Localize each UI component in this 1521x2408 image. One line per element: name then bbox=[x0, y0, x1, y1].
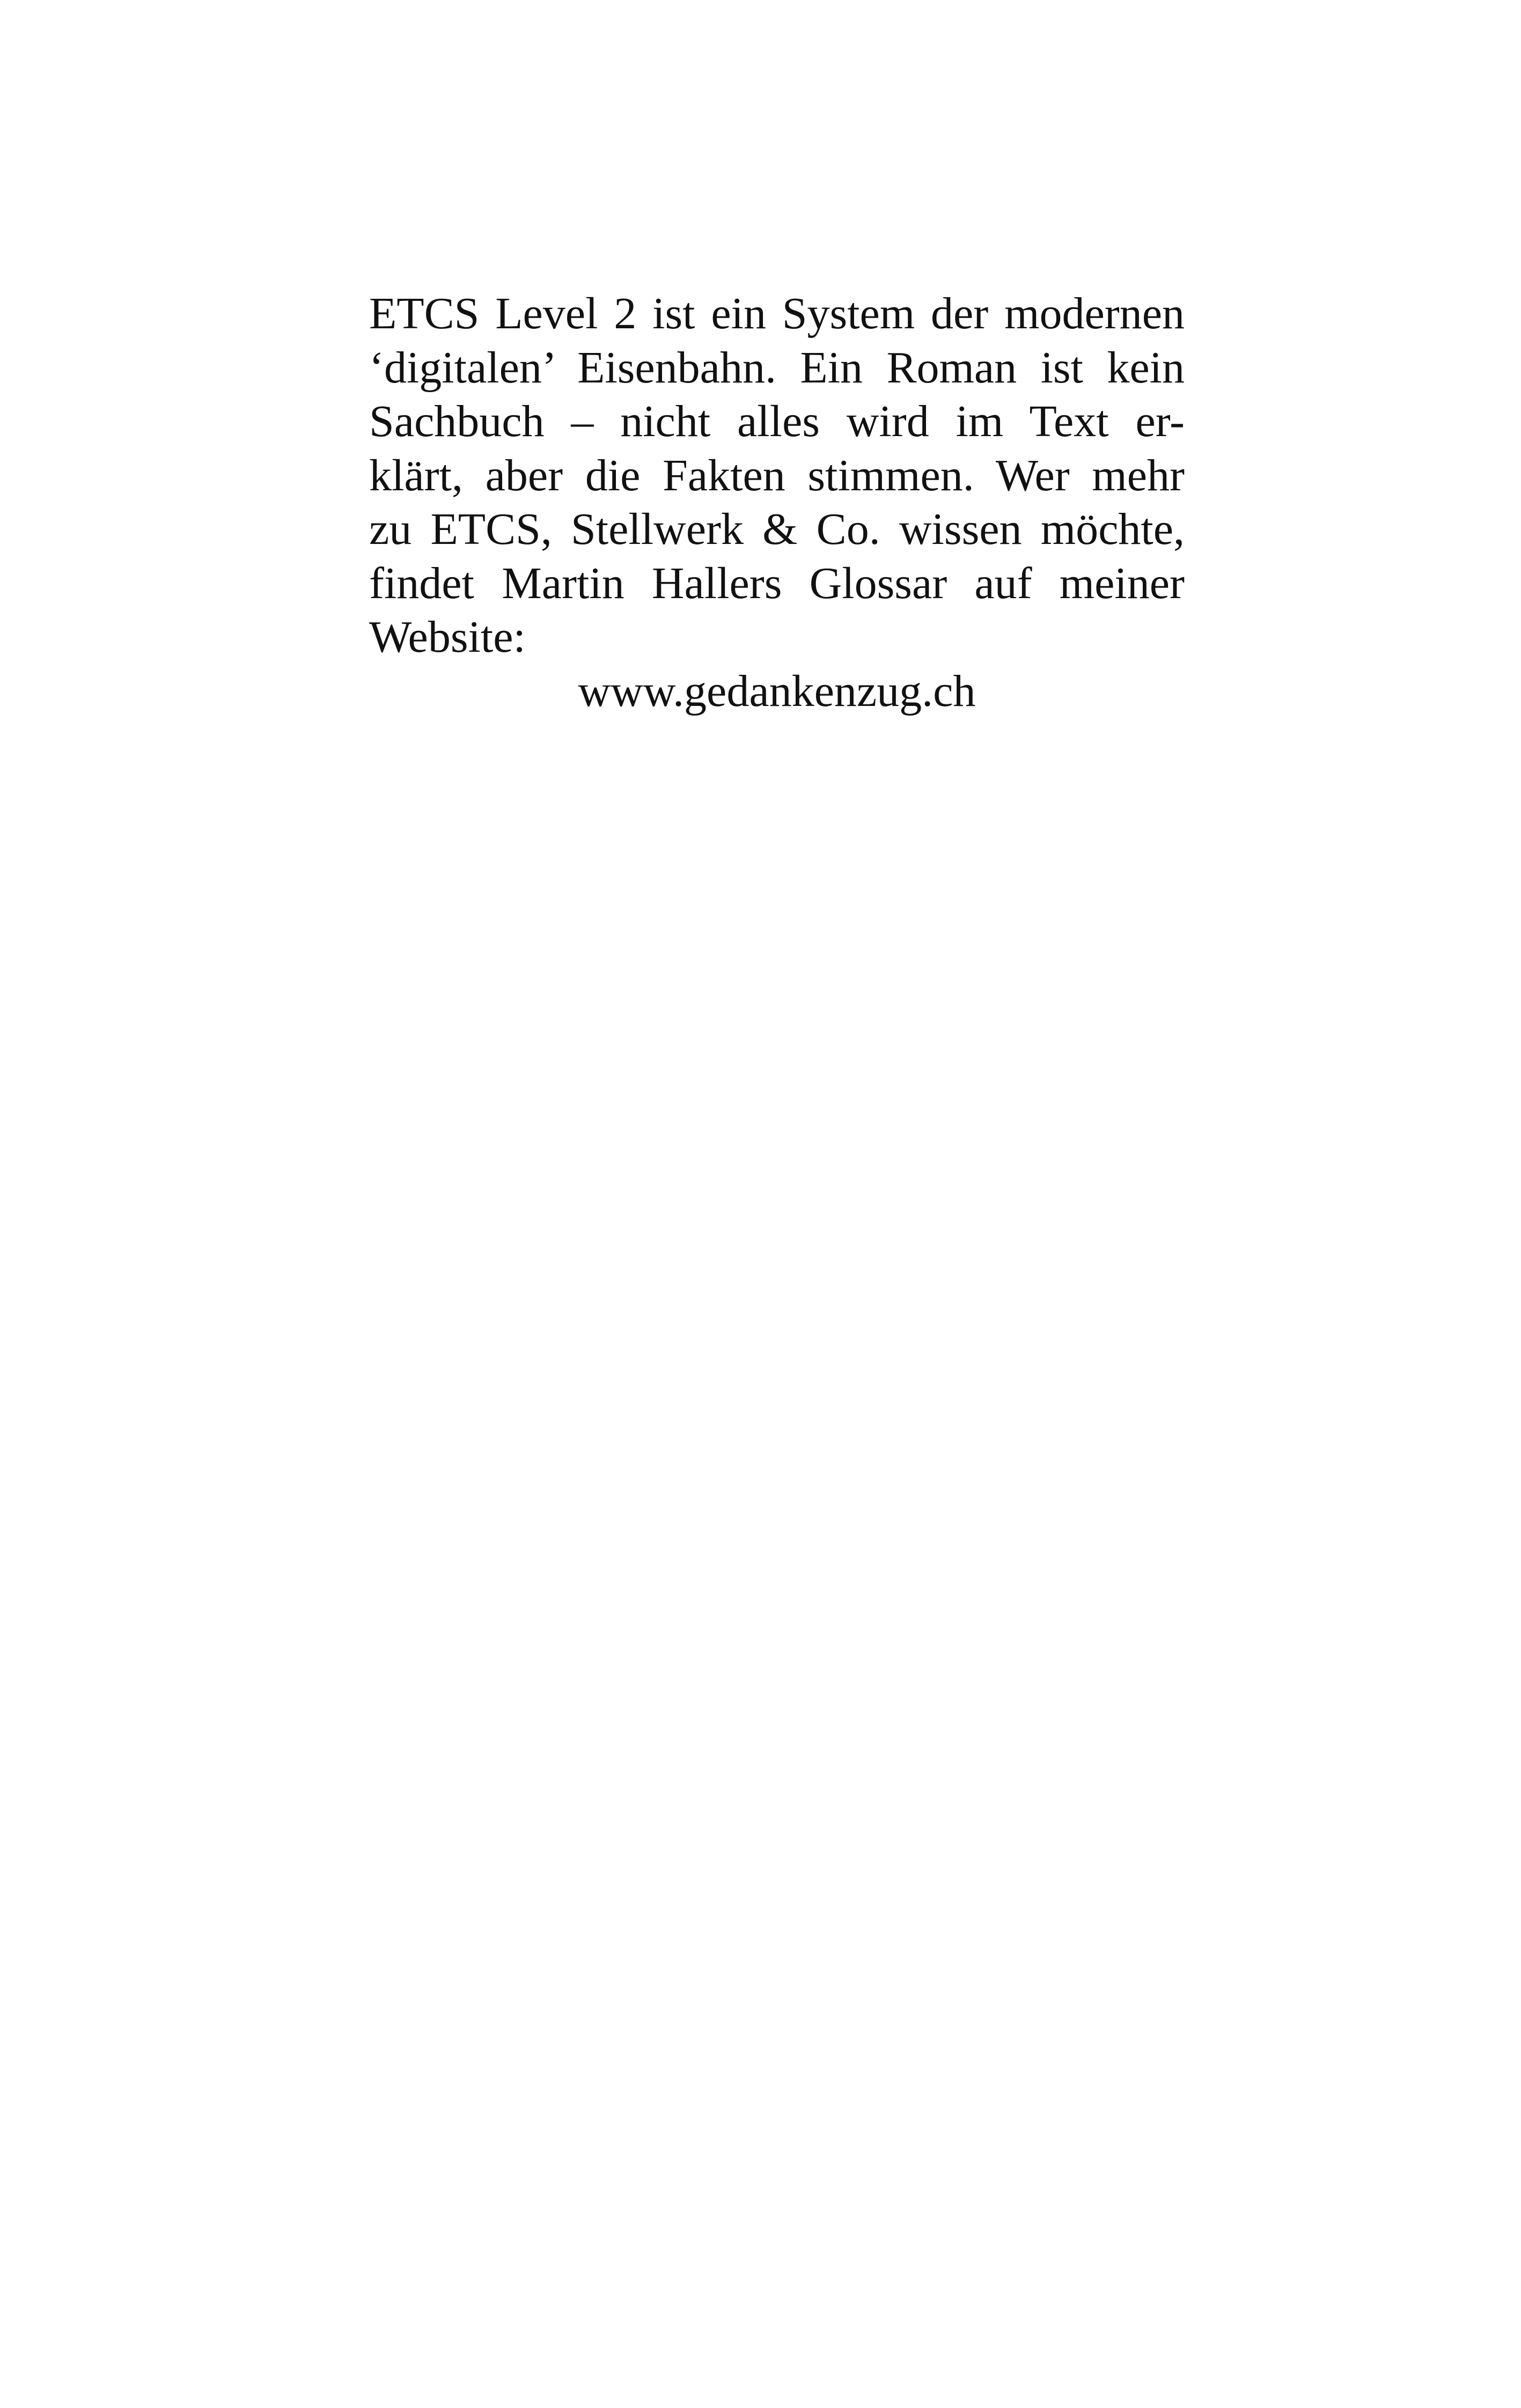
note-line: findet Martin Hallers Glossar auf meiner bbox=[369, 558, 1185, 608]
note-line: ‘digitalen’ Eisenbahn. Ein Roman ist kein bbox=[369, 342, 1185, 393]
note-line: klärt, aber die Fakten stimmen. Wer mehr bbox=[369, 450, 1185, 500]
note-line: ETCS Level 2 ist ein System der modernen bbox=[369, 289, 1185, 338]
note-line: zu ETCS, Stellwerk & Co. wissen möchte, bbox=[369, 504, 1185, 554]
website-url: www.gedankenzug.ch bbox=[578, 666, 976, 716]
author-note bbox=[369, 287, 1185, 718]
note-line: Sachbuch – nicht alles wird im Text er- bbox=[369, 396, 1185, 446]
note-line: Website: bbox=[369, 612, 526, 662]
